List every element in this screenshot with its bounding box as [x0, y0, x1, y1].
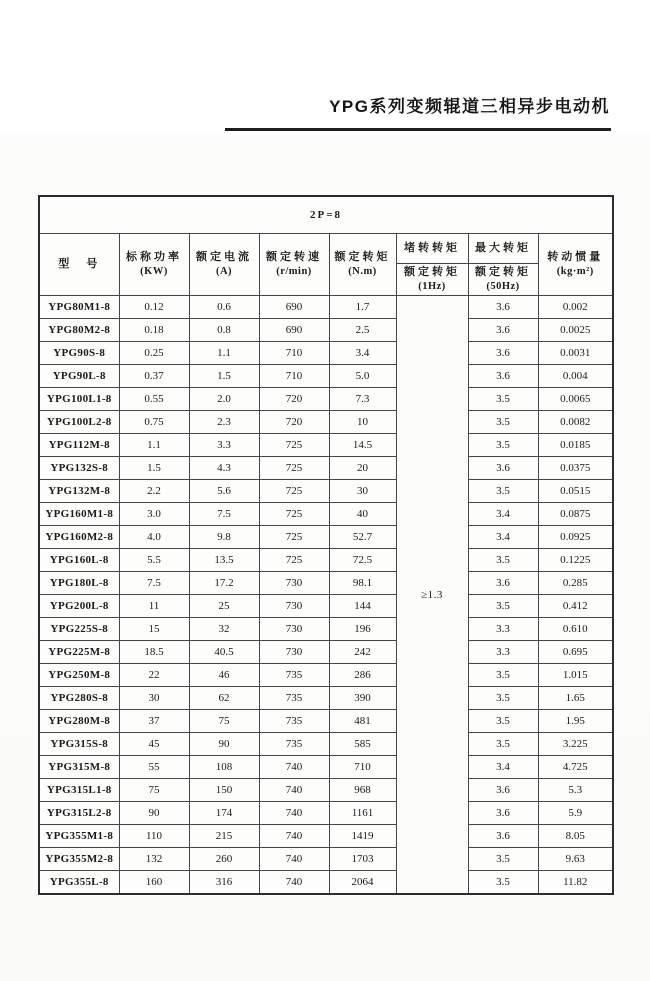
table-row: [39, 871, 613, 895]
cell-current-a: 7.5: [189, 503, 259, 526]
cell-speed-rpm: 730: [259, 641, 329, 664]
cell-inertia: 11.82: [538, 871, 613, 895]
cell-power-kw: 0.55: [119, 388, 189, 411]
col-header-torque: 额定转矩 (N.m): [329, 234, 396, 296]
cell-model: YPG100L2-8: [39, 411, 119, 434]
title-underline: [225, 128, 611, 131]
cell-max-torque-ratio: 3.6: [468, 825, 538, 848]
cell-model: YPG355L-8: [39, 871, 119, 895]
table-row: [39, 595, 613, 618]
cell-max-torque-ratio: 3.3: [468, 618, 538, 641]
cell-current-a: 5.6: [189, 480, 259, 503]
table-row: [39, 296, 613, 319]
cell-max-torque-ratio: 3.6: [468, 342, 538, 365]
table-row: [39, 342, 613, 365]
table-row: [39, 618, 613, 641]
table-row: [39, 664, 613, 687]
cell-model: YPG132S-8: [39, 457, 119, 480]
cell-torque-nm: 390: [329, 687, 396, 710]
cell-power-kw: 0.25: [119, 342, 189, 365]
cell-max-torque-ratio: 3.5: [468, 664, 538, 687]
cell-speed-rpm: 735: [259, 710, 329, 733]
cell-model: YPG160L-8: [39, 549, 119, 572]
cell-current-a: 25: [189, 595, 259, 618]
cell-torque-nm: 2064: [329, 871, 396, 895]
cell-model: YPG315L2-8: [39, 802, 119, 825]
cell-speed-rpm: 735: [259, 687, 329, 710]
cell-power-kw: 0.18: [119, 319, 189, 342]
cell-current-a: 1.5: [189, 365, 259, 388]
table-row: [39, 756, 613, 779]
cell-max-torque-ratio: 3.5: [468, 388, 538, 411]
cell-speed-rpm: 725: [259, 434, 329, 457]
cell-speed-rpm: 740: [259, 779, 329, 802]
cell-model: YPG132M-8: [39, 480, 119, 503]
cell-inertia: 0.610: [538, 618, 613, 641]
table-row: [39, 779, 613, 802]
cell-max-torque-ratio: 3.5: [468, 687, 538, 710]
section-band-row: [39, 196, 613, 234]
table-row: [39, 434, 613, 457]
col-header-max-ratio: 额定转矩 (50Hz): [468, 264, 538, 296]
cell-speed-rpm: 740: [259, 848, 329, 871]
table-row: [39, 825, 613, 848]
col-header-locked-rotor-ratio: 额定转矩 (1Hz): [396, 264, 468, 296]
cell-power-kw: 11: [119, 595, 189, 618]
cell-model: YPG315S-8: [39, 733, 119, 756]
col-header-inertia: 转动惯量 (kg·m²): [538, 234, 613, 296]
cell-power-kw: 4.0: [119, 526, 189, 549]
table-row: [39, 411, 613, 434]
cell-power-kw: 37: [119, 710, 189, 733]
cell-power-kw: 30: [119, 687, 189, 710]
cell-current-a: 108: [189, 756, 259, 779]
cell-model: YPG280S-8: [39, 687, 119, 710]
cell-inertia: 0.0065: [538, 388, 613, 411]
cell-speed-rpm: 725: [259, 480, 329, 503]
cell-speed-rpm: 740: [259, 871, 329, 895]
cell-max-torque-ratio: 3.5: [468, 710, 538, 733]
cell-inertia: 0.695: [538, 641, 613, 664]
cell-current-a: 4.3: [189, 457, 259, 480]
cell-inertia: 0.1225: [538, 549, 613, 572]
cell-power-kw: 45: [119, 733, 189, 756]
cell-torque-nm: 20: [329, 457, 396, 480]
cell-torque-nm: 5.0: [329, 365, 396, 388]
table-row: [39, 572, 613, 595]
cell-speed-rpm: 740: [259, 825, 329, 848]
cell-max-torque-ratio: 3.4: [468, 526, 538, 549]
header-row-top: [39, 234, 613, 264]
cell-inertia: 9.63: [538, 848, 613, 871]
cell-torque-nm: 2.5: [329, 319, 396, 342]
cell-current-a: 1.1: [189, 342, 259, 365]
cell-power-kw: 3.0: [119, 503, 189, 526]
cell-current-a: 0.8: [189, 319, 259, 342]
cell-model: YPG160M1-8: [39, 503, 119, 526]
cell-speed-rpm: 690: [259, 319, 329, 342]
cell-torque-nm: 3.4: [329, 342, 396, 365]
cell-speed-rpm: 730: [259, 572, 329, 595]
cell-current-a: 46: [189, 664, 259, 687]
cell-inertia: 0.002: [538, 296, 613, 319]
table-row: [39, 388, 613, 411]
table-row: [39, 526, 613, 549]
table-row: [39, 319, 613, 342]
cell-inertia: 4.725: [538, 756, 613, 779]
cell-inertia: 0.412: [538, 595, 613, 618]
col-header-model: [39, 234, 119, 296]
col-header-current: 额定电流 (A): [189, 234, 259, 296]
cell-current-a: 40.5: [189, 641, 259, 664]
cell-current-a: 90: [189, 733, 259, 756]
cell-speed-rpm: 725: [259, 457, 329, 480]
cell-torque-nm: 30: [329, 480, 396, 503]
header-model-label: 型 号: [58, 258, 101, 270]
cell-model: YPG250M-8: [39, 664, 119, 687]
cell-current-a: 62: [189, 687, 259, 710]
cell-speed-rpm: 720: [259, 411, 329, 434]
cell-max-torque-ratio: 3.5: [468, 595, 538, 618]
cell-current-a: 75: [189, 710, 259, 733]
table-row: [39, 848, 613, 871]
cell-inertia: 0.0515: [538, 480, 613, 503]
cell-model: YPG100L1-8: [39, 388, 119, 411]
cell-model: YPG80M2-8: [39, 319, 119, 342]
spec-table-body: [39, 196, 613, 894]
cell-power-kw: 7.5: [119, 572, 189, 595]
cell-torque-nm: 10: [329, 411, 396, 434]
cell-torque-nm: 710: [329, 756, 396, 779]
cell-max-torque-ratio: 3.5: [468, 411, 538, 434]
cell-speed-rpm: 740: [259, 756, 329, 779]
cell-current-a: 32: [189, 618, 259, 641]
cell-speed-rpm: 730: [259, 595, 329, 618]
cell-power-kw: 55: [119, 756, 189, 779]
cell-torque-nm: 968: [329, 779, 396, 802]
table-row: [39, 802, 613, 825]
cell-torque-nm: 52.7: [329, 526, 396, 549]
cell-torque-nm: 242: [329, 641, 396, 664]
cell-torque-nm: 144: [329, 595, 396, 618]
cell-power-kw: 22: [119, 664, 189, 687]
cell-max-torque-ratio: 3.6: [468, 457, 538, 480]
cell-power-kw: 110: [119, 825, 189, 848]
cell-torque-nm: 481: [329, 710, 396, 733]
table-row: [39, 710, 613, 733]
cell-max-torque-ratio: 3.5: [468, 549, 538, 572]
cell-power-kw: 132: [119, 848, 189, 871]
cell-inertia: 1.015: [538, 664, 613, 687]
table-row: [39, 503, 613, 526]
cell-model: YPG315L1-8: [39, 779, 119, 802]
cell-model: YPG90L-8: [39, 365, 119, 388]
page-title: YPG系列变频辊道三相异步电动机: [329, 97, 610, 116]
cell-torque-nm: 1419: [329, 825, 396, 848]
cell-power-kw: 18.5: [119, 641, 189, 664]
cell-current-a: 150: [189, 779, 259, 802]
cell-power-kw: 0.75: [119, 411, 189, 434]
cell-power-kw: 1.5: [119, 457, 189, 480]
cell-model: YPG225M-8: [39, 641, 119, 664]
cell-power-kw: 90: [119, 802, 189, 825]
table-row: [39, 733, 613, 756]
cell-model: YPG225S-8: [39, 618, 119, 641]
cell-speed-rpm: 720: [259, 388, 329, 411]
cell-max-torque-ratio: 3.6: [468, 572, 538, 595]
cell-torque-nm: 72.5: [329, 549, 396, 572]
cell-model: YPG200L-8: [39, 595, 119, 618]
col-header-locked-rotor-torque: 堵转转矩: [396, 234, 468, 264]
cell-current-a: 13.5: [189, 549, 259, 572]
table-row: [39, 641, 613, 664]
cell-speed-rpm: 740: [259, 802, 329, 825]
cell-model: YPG160M2-8: [39, 526, 119, 549]
cell-max-torque-ratio: 3.4: [468, 756, 538, 779]
cell-inertia: 1.95: [538, 710, 613, 733]
cell-locked-rotor-ratio-merged: ≥1.3: [396, 296, 468, 895]
cell-model: YPG355M2-8: [39, 848, 119, 871]
cell-torque-nm: 40: [329, 503, 396, 526]
cell-model: YPG355M1-8: [39, 825, 119, 848]
table-row: [39, 480, 613, 503]
col-header-power: 标称功率 (KW): [119, 234, 189, 296]
cell-max-torque-ratio: 3.3: [468, 641, 538, 664]
cell-inertia: 0.0925: [538, 526, 613, 549]
cell-torque-nm: 585: [329, 733, 396, 756]
cell-max-torque-ratio: 3.5: [468, 848, 538, 871]
col-header-speed: 额定转速 (r/min): [259, 234, 329, 296]
cell-inertia: 5.3: [538, 779, 613, 802]
cell-current-a: 2.0: [189, 388, 259, 411]
table-row: [39, 549, 613, 572]
cell-torque-nm: 196: [329, 618, 396, 641]
cell-max-torque-ratio: 3.6: [468, 802, 538, 825]
cell-speed-rpm: 735: [259, 664, 329, 687]
cell-current-a: 316: [189, 871, 259, 895]
cell-model: YPG180L-8: [39, 572, 119, 595]
cell-max-torque-ratio: 3.6: [468, 319, 538, 342]
cell-inertia: 1.65: [538, 687, 613, 710]
cell-current-a: 215: [189, 825, 259, 848]
table-row: [39, 687, 613, 710]
cell-model: YPG315M-8: [39, 756, 119, 779]
cell-model: YPG80M1-8: [39, 296, 119, 319]
cell-torque-nm: 7.3: [329, 388, 396, 411]
cell-current-a: 17.2: [189, 572, 259, 595]
cell-max-torque-ratio: 3.6: [468, 365, 538, 388]
cell-model: YPG280M-8: [39, 710, 119, 733]
cell-power-kw: 0.37: [119, 365, 189, 388]
section-label: 2P=8: [39, 196, 613, 234]
motor-spec-table: [38, 195, 614, 895]
cell-torque-nm: 1.7: [329, 296, 396, 319]
cell-inertia: 0.0875: [538, 503, 613, 526]
cell-max-torque-ratio: 3.6: [468, 296, 538, 319]
cell-current-a: 3.3: [189, 434, 259, 457]
cell-speed-rpm: 710: [259, 342, 329, 365]
cell-speed-rpm: 735: [259, 733, 329, 756]
cell-inertia: 0.0185: [538, 434, 613, 457]
cell-max-torque-ratio: 3.6: [468, 779, 538, 802]
cell-max-torque-ratio: 3.5: [468, 434, 538, 457]
cell-inertia: 0.0082: [538, 411, 613, 434]
cell-inertia: 0.0031: [538, 342, 613, 365]
cell-speed-rpm: 725: [259, 549, 329, 572]
cell-power-kw: 1.1: [119, 434, 189, 457]
cell-current-a: 2.3: [189, 411, 259, 434]
cell-current-a: 0.6: [189, 296, 259, 319]
cell-torque-nm: 1161: [329, 802, 396, 825]
cell-inertia: 5.9: [538, 802, 613, 825]
cell-speed-rpm: 690: [259, 296, 329, 319]
cell-inertia: 0.0375: [538, 457, 613, 480]
cell-inertia: 0.285: [538, 572, 613, 595]
cell-power-kw: 5.5: [119, 549, 189, 572]
table-row: [39, 457, 613, 480]
cell-model: YPG112M-8: [39, 434, 119, 457]
cell-max-torque-ratio: 3.5: [468, 871, 538, 895]
cell-current-a: 260: [189, 848, 259, 871]
table-row: [39, 365, 613, 388]
cell-power-kw: 160: [119, 871, 189, 895]
cell-speed-rpm: 710: [259, 365, 329, 388]
cell-speed-rpm: 725: [259, 503, 329, 526]
cell-speed-rpm: 725: [259, 526, 329, 549]
cell-power-kw: 75: [119, 779, 189, 802]
cell-max-torque-ratio: 3.4: [468, 503, 538, 526]
cell-power-kw: 2.2: [119, 480, 189, 503]
cell-current-a: 174: [189, 802, 259, 825]
cell-power-kw: 0.12: [119, 296, 189, 319]
cell-torque-nm: 286: [329, 664, 396, 687]
cell-torque-nm: 14.5: [329, 434, 396, 457]
cell-power-kw: 15: [119, 618, 189, 641]
cell-inertia: 0.0025: [538, 319, 613, 342]
cell-inertia: 0.004: [538, 365, 613, 388]
cell-model: YPG90S-8: [39, 342, 119, 365]
cell-torque-nm: 1703: [329, 848, 396, 871]
col-header-max-torque: 最大转矩: [468, 234, 538, 264]
cell-torque-nm: 98.1: [329, 572, 396, 595]
cell-inertia: 3.225: [538, 733, 613, 756]
cell-max-torque-ratio: 3.5: [468, 480, 538, 503]
cell-max-torque-ratio: 3.5: [468, 733, 538, 756]
cell-current-a: 9.8: [189, 526, 259, 549]
cell-speed-rpm: 730: [259, 618, 329, 641]
cell-inertia: 8.05: [538, 825, 613, 848]
